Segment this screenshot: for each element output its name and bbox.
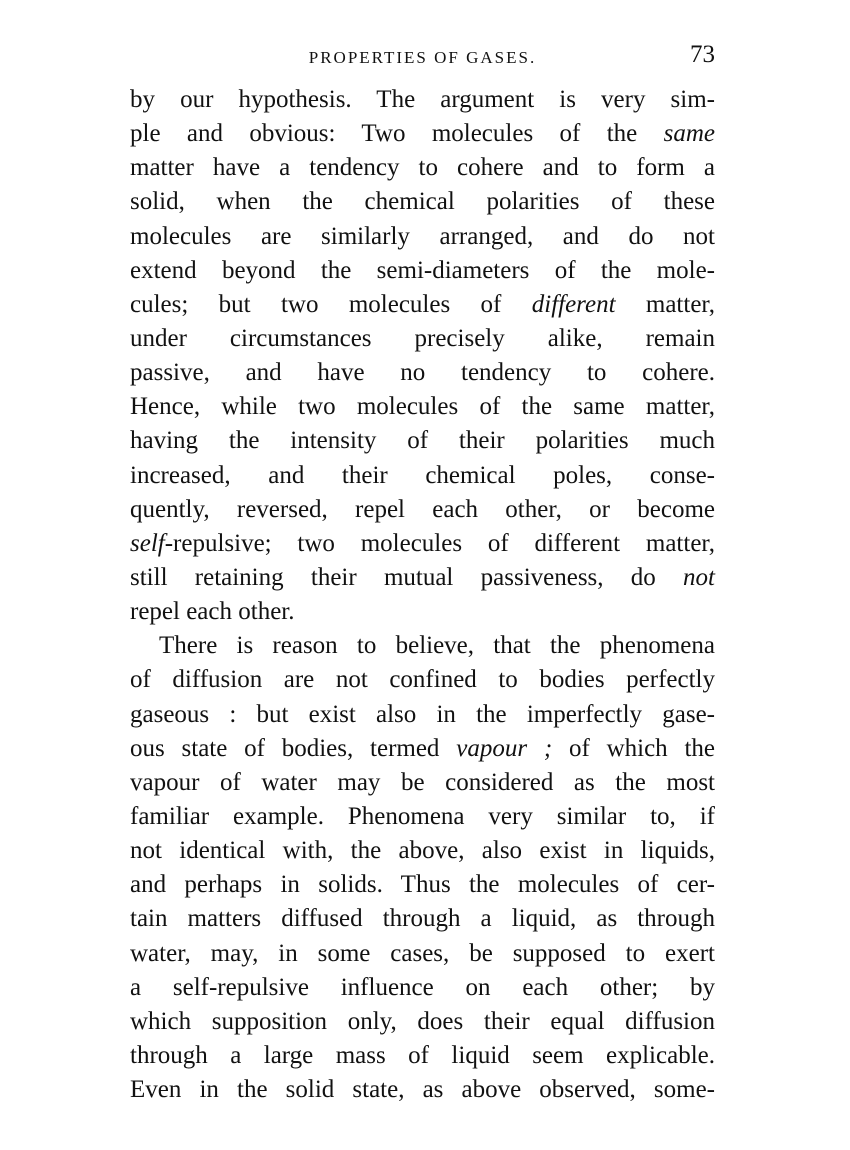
text-line	[130, 732, 715, 766]
text-segment: of diffusion are not confined to bodies perfectly	[130, 666, 715, 694]
text-line	[130, 1005, 715, 1039]
text-segment: vapour of water may be considered as the most	[130, 768, 715, 796]
text-segment: quently, reversed, repel each other, or become	[130, 495, 715, 523]
text-line	[130, 1039, 715, 1073]
text-line	[130, 493, 715, 527]
text-line	[130, 971, 715, 1005]
text-line	[130, 834, 715, 868]
text-segment: -repulsive; two molecules of different matter,	[164, 529, 715, 557]
page-number: 73	[690, 41, 715, 68]
italic-text: same	[663, 120, 715, 148]
text-line	[130, 322, 715, 356]
text-segment: having the intensity of their polarities much	[130, 427, 715, 455]
text-segment: familiar example. Phenomena very similar to, if	[130, 802, 715, 830]
text-segment: water, may, in some cases, be supposed to exert	[130, 939, 715, 967]
text-segment: a self-repulsive influence on each other; by	[130, 973, 715, 1001]
text-line	[130, 220, 715, 254]
italic-text: vapour ;	[456, 734, 553, 762]
text-line	[130, 288, 715, 322]
text-line	[130, 1073, 715, 1107]
text-segment: gaseous : but exist also in the imperfectly gase-	[130, 700, 715, 728]
text-line	[130, 117, 715, 151]
text-line	[130, 390, 715, 424]
text-line	[130, 766, 715, 800]
italic-text: not	[683, 563, 715, 591]
page-header	[130, 38, 715, 78]
text-segment: tain matters diffused through a liquid, as through	[130, 905, 715, 933]
text-line	[130, 937, 715, 971]
text-line	[130, 424, 715, 458]
text-segment: of which the	[552, 734, 715, 762]
text-line	[130, 663, 715, 697]
text-segment: not identical with, the above, also exist in liquids,	[130, 837, 715, 865]
text-segment: matter have a tendency to cohere and to form a	[130, 154, 715, 182]
text-segment: which supposition only, does their equal diffusion	[130, 1007, 715, 1035]
text-segment: matter,	[615, 290, 715, 318]
text-segment: repel each other.	[130, 598, 295, 626]
text-segment: by our hypothesis. The argument is very sim-	[130, 86, 715, 113]
text-line	[130, 561, 715, 595]
text-segment: and perhaps in solids. Thus the molecules of cer-	[130, 871, 715, 899]
text-line	[130, 254, 715, 288]
italic-text: self	[130, 529, 165, 557]
text-segment: ple and obvious: Two molecules of the	[130, 120, 664, 148]
running-head: PROPERTIES OF GASES.	[308, 48, 537, 67]
text-segment: under circumstances precisely alike, remain	[130, 324, 715, 352]
text-segment: increased, and their chemical poles, conse-	[130, 461, 715, 489]
body-text	[130, 83, 715, 1107]
text-line	[130, 698, 715, 732]
text-segment: solid, when the chemical polarities of these	[130, 188, 715, 216]
text-segment: ous state of bodies, termed	[130, 734, 457, 762]
text-segment: still retaining their mutual passiveness, do	[130, 563, 684, 591]
text-line	[130, 629, 715, 663]
text-segment: molecules are similarly arranged, and do not	[130, 222, 715, 250]
text-line	[130, 902, 715, 936]
text-segment: Even in the solid state, as above observed, some-	[130, 1076, 715, 1104]
text-segment: cules; but two molecules of	[130, 290, 532, 318]
text-line	[130, 459, 715, 493]
text-line	[130, 800, 715, 834]
text-segment: passive, and have no tendency to cohere.	[130, 359, 715, 387]
text-segment: Hence, while two molecules of the same matter,	[130, 393, 715, 421]
text-segment: through a large mass of liquid seem explicable.	[130, 1041, 715, 1069]
text-line	[130, 185, 715, 219]
text-line	[130, 356, 715, 390]
text-line	[130, 527, 715, 561]
text-line	[130, 151, 715, 185]
text-line	[130, 83, 715, 117]
text-segment: extend beyond the semi-diameters of the mole-	[130, 256, 715, 284]
text-segment: There is reason to believe, that the phenomena	[159, 632, 715, 660]
text-line	[130, 595, 715, 629]
text-line	[130, 868, 715, 902]
italic-text: different	[531, 290, 616, 318]
